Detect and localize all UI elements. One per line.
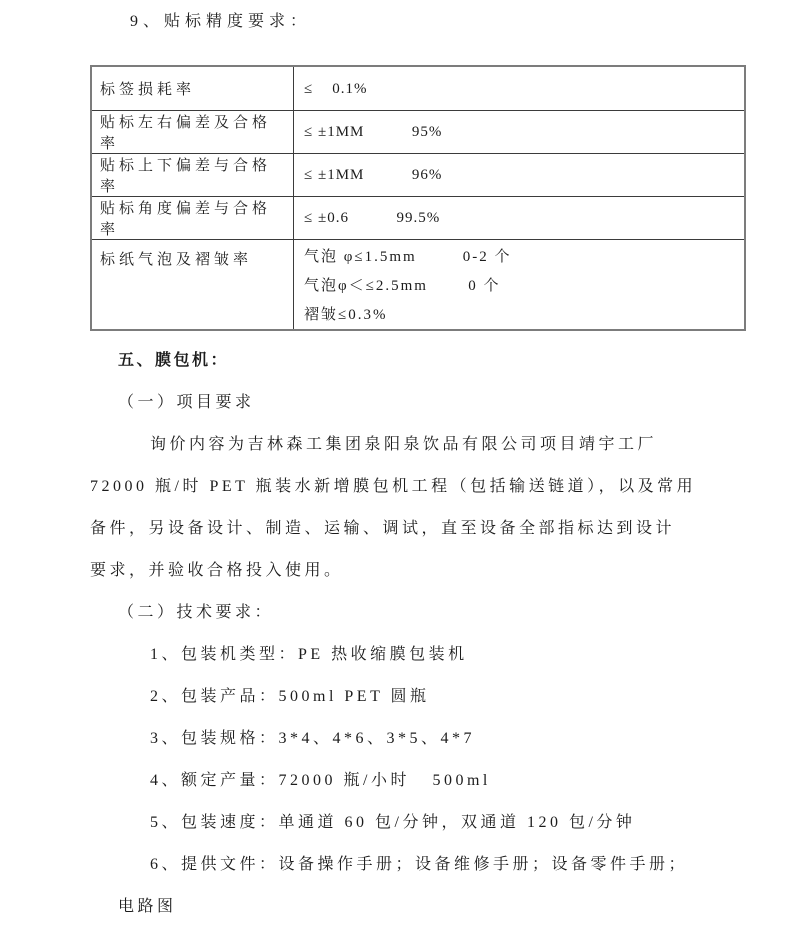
paragraph-line: 询价内容为吉林森工集团泉阳泉饮品有限公司项目靖宇工厂 — [150, 436, 658, 453]
section-title: 五、膜包机： — [118, 352, 230, 369]
value-line: 气泡φ＜≤2.5mm 0 个 — [304, 278, 501, 294]
labeling-precision-table — [90, 65, 746, 331]
tech-item: 3、包装规格：3*4、4*6、3*5、4*7 — [150, 730, 476, 747]
document-page — [0, 10, 787, 935]
row-value-cell — [294, 154, 744, 196]
part1-heading: （一）项目要求 — [118, 394, 255, 411]
row-label-cell: 标签损耗率 — [92, 67, 294, 110]
value-line: ≤ ±0.6 99.5% — [304, 210, 441, 226]
value-line: 气泡 φ≤1.5mm 0-2 个 — [304, 249, 512, 265]
table-row — [92, 240, 744, 329]
labeling-precision-heading: 9、贴标精度要求： — [130, 13, 312, 30]
value-line: ≤ ±1MM 95% — [304, 124, 443, 140]
value-line: ≤ 0.1% — [304, 80, 368, 97]
tech-item: 5、包装速度：单通道 60 包/分钟，双通道 120 包/分钟 — [150, 814, 636, 831]
row-value-cell — [294, 111, 744, 153]
row-value-cell — [294, 67, 744, 110]
tech-item-continuation: 电路图 — [118, 898, 177, 915]
row-label-cell: 贴标角度偏差与合格率 — [92, 197, 294, 239]
row-value-cell — [294, 240, 744, 329]
part2-heading: （二）技术要求： — [118, 604, 275, 621]
row-label-cell: 贴标左右偏差及合格率 — [92, 111, 294, 153]
paragraph-line: 备件，另设备设计、制造、运输、调试，直至设备全部指标达到设计 — [90, 520, 676, 537]
paragraph-line: 72000 瓶/时 PET 瓶装水新增膜包机工程（包括输送链道），以及常用 — [90, 478, 697, 495]
table-row — [92, 67, 744, 111]
value-line: 褶皱≤0.3% — [304, 307, 388, 323]
value-line: ≤ ±1MM 96% — [304, 167, 443, 183]
table-row — [92, 111, 744, 154]
tech-item: 2、包装产品：500ml PET 圆瓶 — [150, 688, 430, 705]
row-label-cell: 贴标上下偏差与合格率 — [92, 154, 294, 196]
row-value-cell — [294, 197, 744, 239]
film-wrapper-section — [90, 340, 746, 928]
paragraph-line: 要求，并验收合格投入使用。 — [90, 562, 344, 579]
tech-item: 4、额定产量：72000 瓶/小时 500ml — [150, 772, 491, 789]
tech-item: 6、提供文件：设备操作手册；设备维修手册；设备零件手册； — [150, 856, 689, 873]
table-row — [92, 154, 744, 197]
row-label-cell: 标纸气泡及褶皱率 — [92, 240, 294, 329]
tech-item: 1、包装机类型：PE 热收缩膜包装机 — [150, 646, 468, 663]
table-row — [92, 197, 744, 240]
